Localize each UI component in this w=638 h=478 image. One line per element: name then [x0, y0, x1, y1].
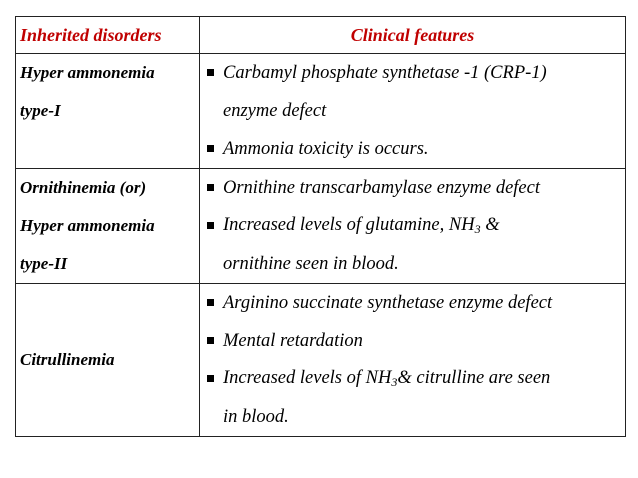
square-bullet-icon	[206, 337, 223, 345]
feature-text: Carbamyl phosphate synthetase -1 (CRP-1)	[223, 62, 547, 83]
disorder-cell	[16, 284, 200, 437]
table-row	[16, 169, 626, 284]
disorder-line: Hyper ammonemia	[20, 216, 155, 235]
feature-text: Increased levels of $NH_3\&$ citrulline are seen	[223, 368, 551, 389]
feature-item	[206, 54, 625, 92]
header-clinical-features: Clinical features	[200, 17, 626, 54]
disorder-line: type-I	[20, 101, 61, 120]
table-row	[16, 284, 626, 437]
square-bullet-icon	[206, 375, 223, 383]
feature-continuation: in blood.	[223, 406, 289, 427]
square-bullet-icon	[206, 222, 223, 230]
square-bullet-icon	[206, 184, 223, 192]
disorder-line: Ornithinemia (or)	[20, 178, 147, 197]
feature-item	[206, 322, 625, 360]
feature-continuation: enzyme defect	[223, 100, 327, 121]
feature-item	[206, 130, 625, 168]
disorder-line: type-II	[20, 254, 68, 273]
feature-item	[206, 284, 625, 322]
features-cell	[200, 169, 626, 284]
disorders-table	[15, 16, 626, 437]
disorder-line: Hyper ammonemia	[20, 63, 155, 82]
subscript: 3	[391, 375, 398, 389]
square-bullet-icon	[206, 145, 223, 153]
square-bullet-icon	[206, 299, 223, 307]
feature-item	[206, 207, 625, 245]
feature-continuation: ornithine seen in blood.	[223, 253, 399, 274]
disorder-line: Citrullinemia	[20, 350, 115, 369]
disorder-cell	[16, 54, 200, 169]
feature-text: Increased levels of glutamine, $NH_3$ &	[223, 215, 500, 236]
feature-item	[206, 360, 625, 398]
disorder-cell	[16, 169, 200, 284]
feature-item	[206, 169, 625, 207]
header-inherited-disorders: Inherited disorders	[16, 17, 200, 54]
features-cell	[200, 54, 626, 169]
features-cell	[200, 284, 626, 437]
feature-text: Ornithine transcarbamylase enzyme defect	[223, 177, 540, 198]
subscript: 3	[474, 222, 481, 236]
header-row	[16, 17, 626, 54]
table-row	[16, 54, 626, 169]
feature-text: Ammonia toxicity is occurs.	[223, 138, 429, 159]
feature-text: Mental retardation	[223, 330, 363, 351]
square-bullet-icon	[206, 69, 223, 77]
feature-text: Arginino succinate synthetase enzyme defect	[223, 292, 553, 313]
